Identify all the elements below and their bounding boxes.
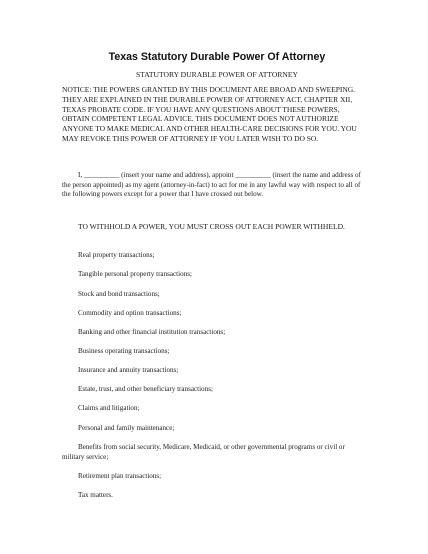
power-item-commodity-and-option: Commodity and option transactions; (78, 309, 182, 317)
power-item-insurance-and-annuity: Insurance and annuity transactions; (78, 366, 179, 374)
appointment-paragraph: I, __________ (insert your name and address), appoint __________ (insert the name and address of the person appointed) as my agent (attorney-in-fact) to act for me in any lawful way with respect to all of the following powers except for a power that I have crossed out below. (62, 171, 361, 199)
withhold-instruction: TO WITHHOLD A POWER, YOU MUST CROSS OUT EACH POWER WITHHELD. (78, 222, 345, 231)
power-item-estate-trust: Estate, trust, and other beneficiary transactions; (78, 385, 213, 393)
document-subtitle: STATUTORY DURABLE POWER OF ATTORNEY (135, 70, 299, 79)
power-item-banking: Banking and other financial institution transactions; (78, 328, 226, 336)
power-item-business-operating: Business operating transactions; (78, 347, 170, 355)
power-item-real-property: Real property transactions; (78, 251, 155, 259)
power-item-stock-and-bond: Stock and bond transactions; (78, 290, 160, 298)
power-item-tax-matters: Tax matters. (78, 491, 113, 499)
document-title: Texas Statutory Durable Power Of Attorney (108, 51, 326, 63)
power-item-claims-and-litigation: Claims and litigation; (78, 404, 140, 412)
power-item-personal-and-family: Personal and family maintenance; (78, 424, 175, 432)
power-item-tangible-personal-property: Tangible personal property transactions; (78, 270, 192, 278)
power-item-retirement-plan: Retirement plan transactions; (78, 472, 162, 480)
power-item-governmental-benefits: Benefits from social security, Medicare, Medicaid, or other governmental programs or civil or military service; (62, 443, 345, 461)
notice-paragraph: NOTICE: THE POWERS GRANTED BY THIS DOCUMENT ARE BROAD AND SWEEPING. THEY ARE EXPLAINED IN THE DURABLE POWER OF ATTORNEY ACT, CHAPTER XII, TEXAS PROBATE CODE. IF YOU HAVE ANY QUESTIONS ABOUT THESE POWERS, OBTAIN COMPETENT LEGAL ADVICE. THIS DOCUMENT DOES NOT AUTHORIZE ANYONE TO MAKE MEDICAL AND OTHER HEALTH-CARE DECISIONS FOR YOU. YOU MAY REVOKE THIS POWER OF ATTORNEY IF YOU LATER WISH TO DO SO. (62, 85, 357, 143)
